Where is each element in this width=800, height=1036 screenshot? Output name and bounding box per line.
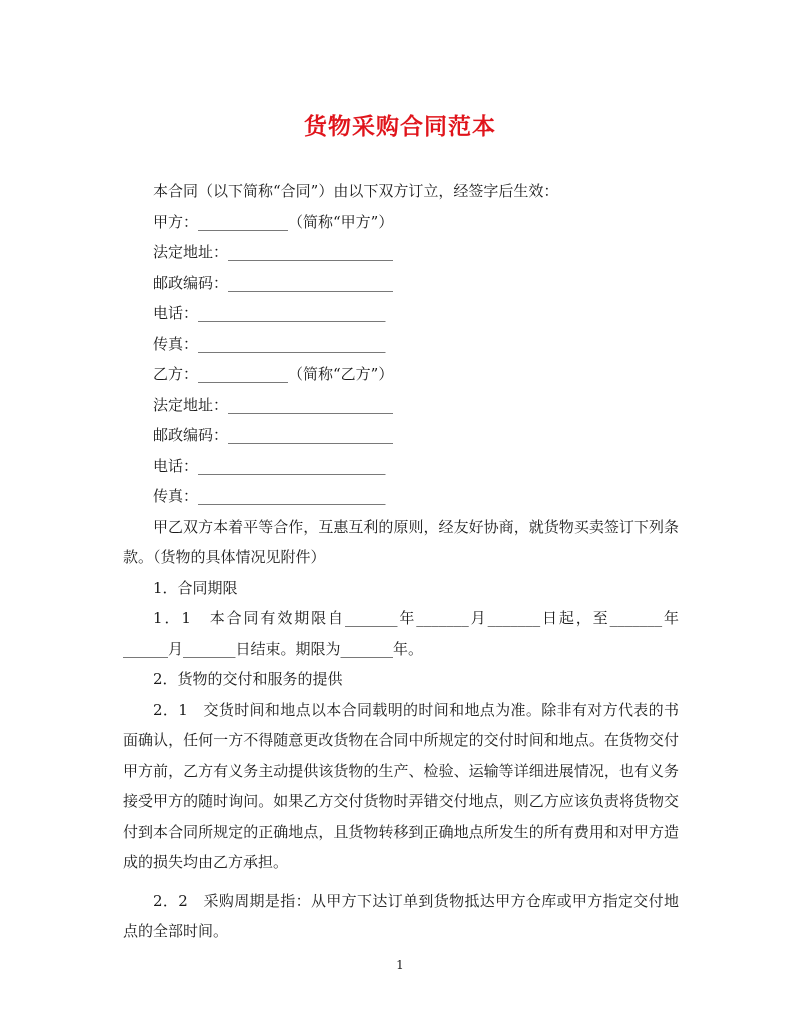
section-2-heading: 2．货物的交付和服务的提供: [153, 670, 343, 688]
section-1-heading: 1．合同期限: [153, 578, 238, 597]
party-b-address: 法定地址：______________________: [153, 395, 394, 414]
party-a-fax: 传真：_________________________: [153, 334, 386, 353]
page-number: 1: [396, 958, 404, 972]
preamble-paragraph: 甲乙双方本着平等合作，互惠互利的原则，经友好协商，就货物买卖签订下列条款。（货物的具体情况见附件）: [123, 517, 679, 566]
clause-1-1: 1．1 本合同有效期限自_______年_______月_______日起，至_______年______月_______日结束。期限为_______年。: [123, 609, 679, 658]
party-a-phone: 电话：_________________________: [153, 304, 386, 322]
party-b-fax: 传真：_________________________: [153, 487, 386, 505]
document-body: [123, 176, 679, 947]
party-a-name: 甲方：____________（简称“甲方”）: [153, 212, 394, 231]
clause-2-2: 2．2 采购周期是指：从甲方下达订单到货物抵达甲方仓库或甲方指定交付地点的全部时间。: [123, 891, 679, 940]
party-b-phone: 电话：_________________________: [153, 456, 386, 475]
intro-line: 本合同（以下简称“合同”）由以下双方订立，经签字后生效：: [153, 182, 559, 200]
party-a-postcode: 邮政编码：______________________: [153, 273, 394, 292]
document-title: 货物采购合同范本: [304, 113, 496, 140]
party-b-postcode: 邮政编码：______________________: [153, 426, 394, 444]
party-a-address: 法定地址：______________________: [153, 243, 394, 261]
clause-2-1: 2．1 交货时间和地点以本合同载明的时间和地点为准。除非有对方代表的书面确认，任何一方不得随意更改货物在合同中所规定的交付时间和地点。在货物交付甲方前，乙方有义务主动提供该货物的生产、检验、运输等详细进展情况，也有义务接受甲方的随时询问。如果乙方交付货物时弄错交付地点，则乙方应该负责将货物交付到本合同所规定的正确地点，且货物转移到正确地点所发生的所有费用和对甲方造成的损失均由乙方承担。: [123, 700, 679, 871]
party-b-name: 乙方：____________（简称“乙方”）: [153, 365, 394, 383]
